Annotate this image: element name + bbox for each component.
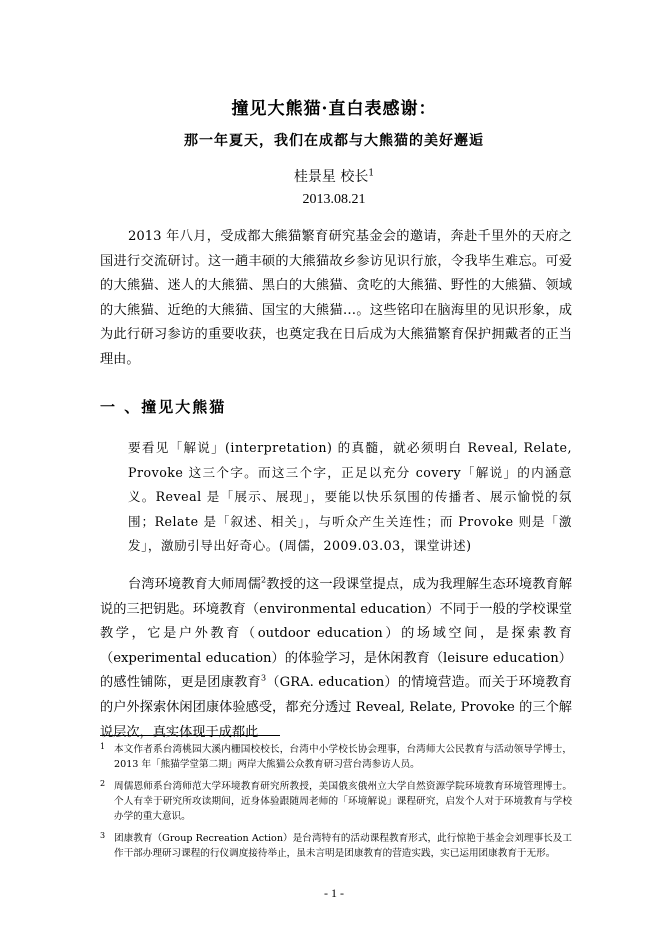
footnote-text: 本文作者系台湾桃园大溪内栅国校校长，台湾中小学校长协会理事，台湾师大公民教育与活动领导学博士，2013 年「熊猫学堂第二期」两岸大熊猫公众教育研习营台湾参访人员。 [114, 744, 572, 770]
footnote-number: 3 [100, 831, 106, 840]
document-title: 撞见大熊猫·直白表感谢： [231, 99, 437, 119]
author-line [0, 166, 668, 186]
footnote-number: 2 [100, 779, 106, 788]
intro-paragraph: 2013 年八月，受成都大熊猫繁育研究基金会的邀请，奔赴千里外的天府之国进行交流研讨。这一趟丰硕的大熊猫故乡参访见识行旅，令我毕生难忘。可爱的大熊猫、迷人的大熊猫、黑白的大熊猫、贪吃的大熊猫、野性的大熊猫、领域的大熊猫、近绝的大熊猫、国宝的大熊猫…。这些铭印在脑海里的见识形象，成为此行研习参访的重要收获，也奠定我在日后成为大熊猫繁育保护拥戴者的正当理由。 [100, 229, 572, 367]
body-paragraph-2 [100, 573, 572, 745]
document-date: 2013.08.21 [302, 192, 366, 207]
footnote-text: 周儒恩师系台湾师范大学环境教育研究所教授，美国俄亥俄州立大学自然资源学院环境教育环境管理博士。个人有幸于研究所攻读期间，近身体验跟随周老师的「环境解说」课程研究，启发个人对于环境教育与学校办学的重大意识。 [114, 781, 572, 822]
author-name: 桂景星 校长 [293, 169, 369, 185]
footnote-divider [100, 735, 280, 736]
section-heading: 一 、撞见大熊猫 [100, 398, 227, 416]
footnote [100, 779, 572, 824]
paragraph-text: 台湾环境教育大师周儒 [128, 577, 262, 592]
footnote-ref-2: 2 [261, 575, 267, 585]
document-subtitle: 那一年夏天，我们在成都与大熊猫的美好邂逅 [184, 133, 484, 149]
footnote-text: 团康教育（Group Recreation Action）是台湾特有的活动课程教育形式，此行惊艳于基金会刘理事长及工作干部办理研习课程的行仪调度接待举止，虽未言明是团康教育的营造实践，实已运用团康教育于无形。 [114, 833, 572, 859]
paragraph-text: （GRA. education）的情境营造。而关于环境教育的户外探索休闲团康体验感受，都充分透过 Reveal, Relate, Provoke 的三个解说层次，真实体现于成都此 [100, 675, 572, 740]
footnote [100, 831, 572, 861]
footnote-number: 1 [100, 742, 106, 751]
footnote [100, 742, 572, 772]
page-number: - 1 - [324, 886, 344, 900]
paragraph-text: 教授的这一段课堂提点，成为我理解生态环境教育解说的三把钥匙。环境教育（environmental education）不同于一般的学校课堂教学，它是户外教育（outdoor education）的场域空间，是探索教育（experimental education）的体验学习，是休闲教育（leisure education）的感性铺陈，更是团康教育 [100, 577, 573, 691]
footnotes [100, 742, 572, 868]
footnote-ref-3: 3 [260, 673, 267, 683]
footnote-ref-1: 1 [368, 168, 375, 179]
quote-block: 要看见「解说」(interpretation) 的真髓，就必须明白 Reveal, Relate, Provoke 这三个字。而这三个字，正足以充分 covery「解说」的内涵意义。Reveal 是「展示、展现」，要能以快乐氛围的传播者、展示愉悦的氛围；Relate 是「叙述、相关」，与听众产生关连性；而 Provoke 则是「激发」，激励引导出好奇心。(周儒，2009.03.03，课堂讲述) [128, 440, 572, 554]
